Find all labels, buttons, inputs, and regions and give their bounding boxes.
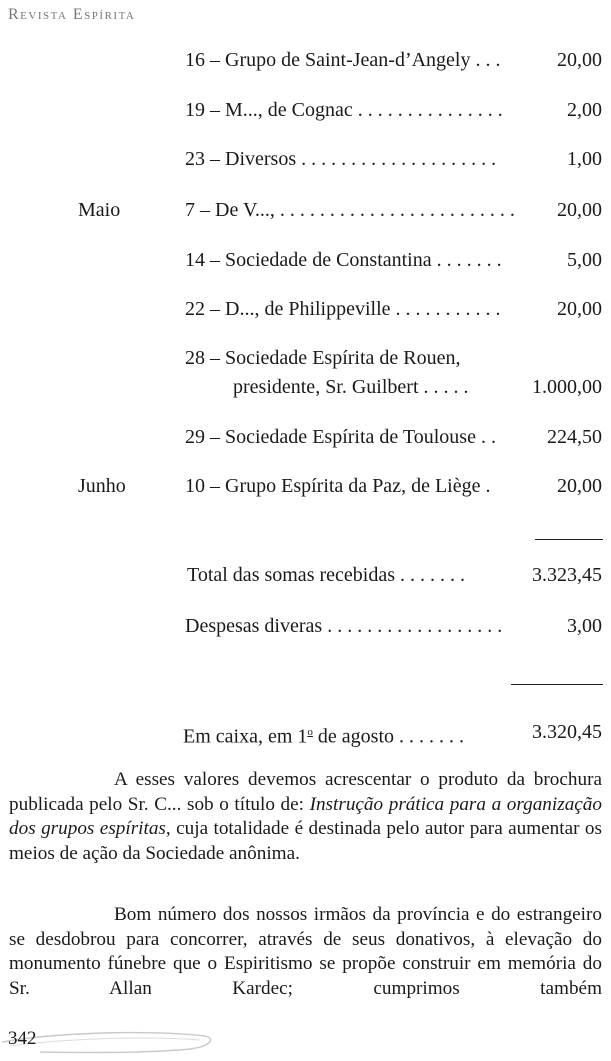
subtraction-rule xyxy=(511,684,603,685)
donation-amount: 20,00 xyxy=(557,298,602,320)
donation-description: 14 – Sociedade de Constantina . . . . . . . xyxy=(185,249,502,271)
total-received-label: Total das somas recebidas . . . . . . . xyxy=(187,564,465,586)
page-number: 342 xyxy=(8,1028,37,1049)
donation-description: 29 – Sociedade Espírita de Toulouse . . xyxy=(185,426,496,448)
donation-description: 28 – Sociedade Espírita de Rouen, xyxy=(185,347,461,369)
sum-rule xyxy=(535,539,603,540)
donation-description-continued: presidente, Sr. Guilbert . . . . . xyxy=(233,376,469,398)
brochure-title: Instrução prática para a organização dos grupos espíritas xyxy=(9,793,602,839)
month-label: Maio xyxy=(78,199,121,221)
running-header: Revista Espírita xyxy=(8,6,136,23)
donation-amount: 20,00 xyxy=(557,199,602,221)
donation-amount: 5,00 xyxy=(567,249,602,271)
donation-amount: 224,50 xyxy=(547,426,602,448)
donation-description: 10 – Grupo Espírita da Paz, de Liège . xyxy=(185,475,491,497)
donation-amount: 2,00 xyxy=(567,99,602,121)
total-received-amount: 3.323,45 xyxy=(532,564,602,586)
balance-label: Em caixa, em 1$^o$ de agosto . . . . . . . xyxy=(183,725,464,748)
donation-description: 19 – M..., de Cognac . . . . . . . . . . . . . . . xyxy=(185,99,503,121)
donation-amount: 20,00 xyxy=(557,475,602,497)
donation-description: 23 – Diversos . . . . . . . . . . . . . . . . . . . . xyxy=(185,148,497,170)
paragraph-monument: Bom número dos nossos irmãos da província e do estrangeiro se desdobrou para concorrer, através de seus donativos, à elevação do monumento fúnebre que o Espiritismo se propõe construir em memória do Sr. Allan Kardec; cumprimos também xyxy=(9,904,602,999)
donation-amount: 1.000,00 xyxy=(532,376,602,398)
expenses-label: Despesas diveras . . . . . . . . . . . . . . . . . . xyxy=(185,615,503,637)
donation-description: 22 – D..., de Philippeville . . . . . . . . . . . xyxy=(185,298,501,320)
donation-amount: 20,00 xyxy=(557,49,602,71)
expenses-amount: 3,00 xyxy=(567,615,602,637)
balance-amount: 3.320,45 xyxy=(532,721,602,743)
month-label: Junho xyxy=(78,475,126,497)
donation-description: 16 – Grupo de Saint-Jean-d’Angely . . . xyxy=(185,49,501,71)
donation-amount: 1,00 xyxy=(567,148,602,170)
paragraph-brochure: A esses valores devemos acrescentar o produto da brochura publicada pelo Sr. C... sob o título de: Instrução prática para a organização dos grupos espíritas, cuja totalidade é destinada pelo autor para aumentar os meios de ação da Sociedade anônima. xyxy=(9,769,602,864)
donation-description: 7 – De V..., . . . . . . . . . . . . . . . . . . . . . . . . xyxy=(185,199,515,221)
